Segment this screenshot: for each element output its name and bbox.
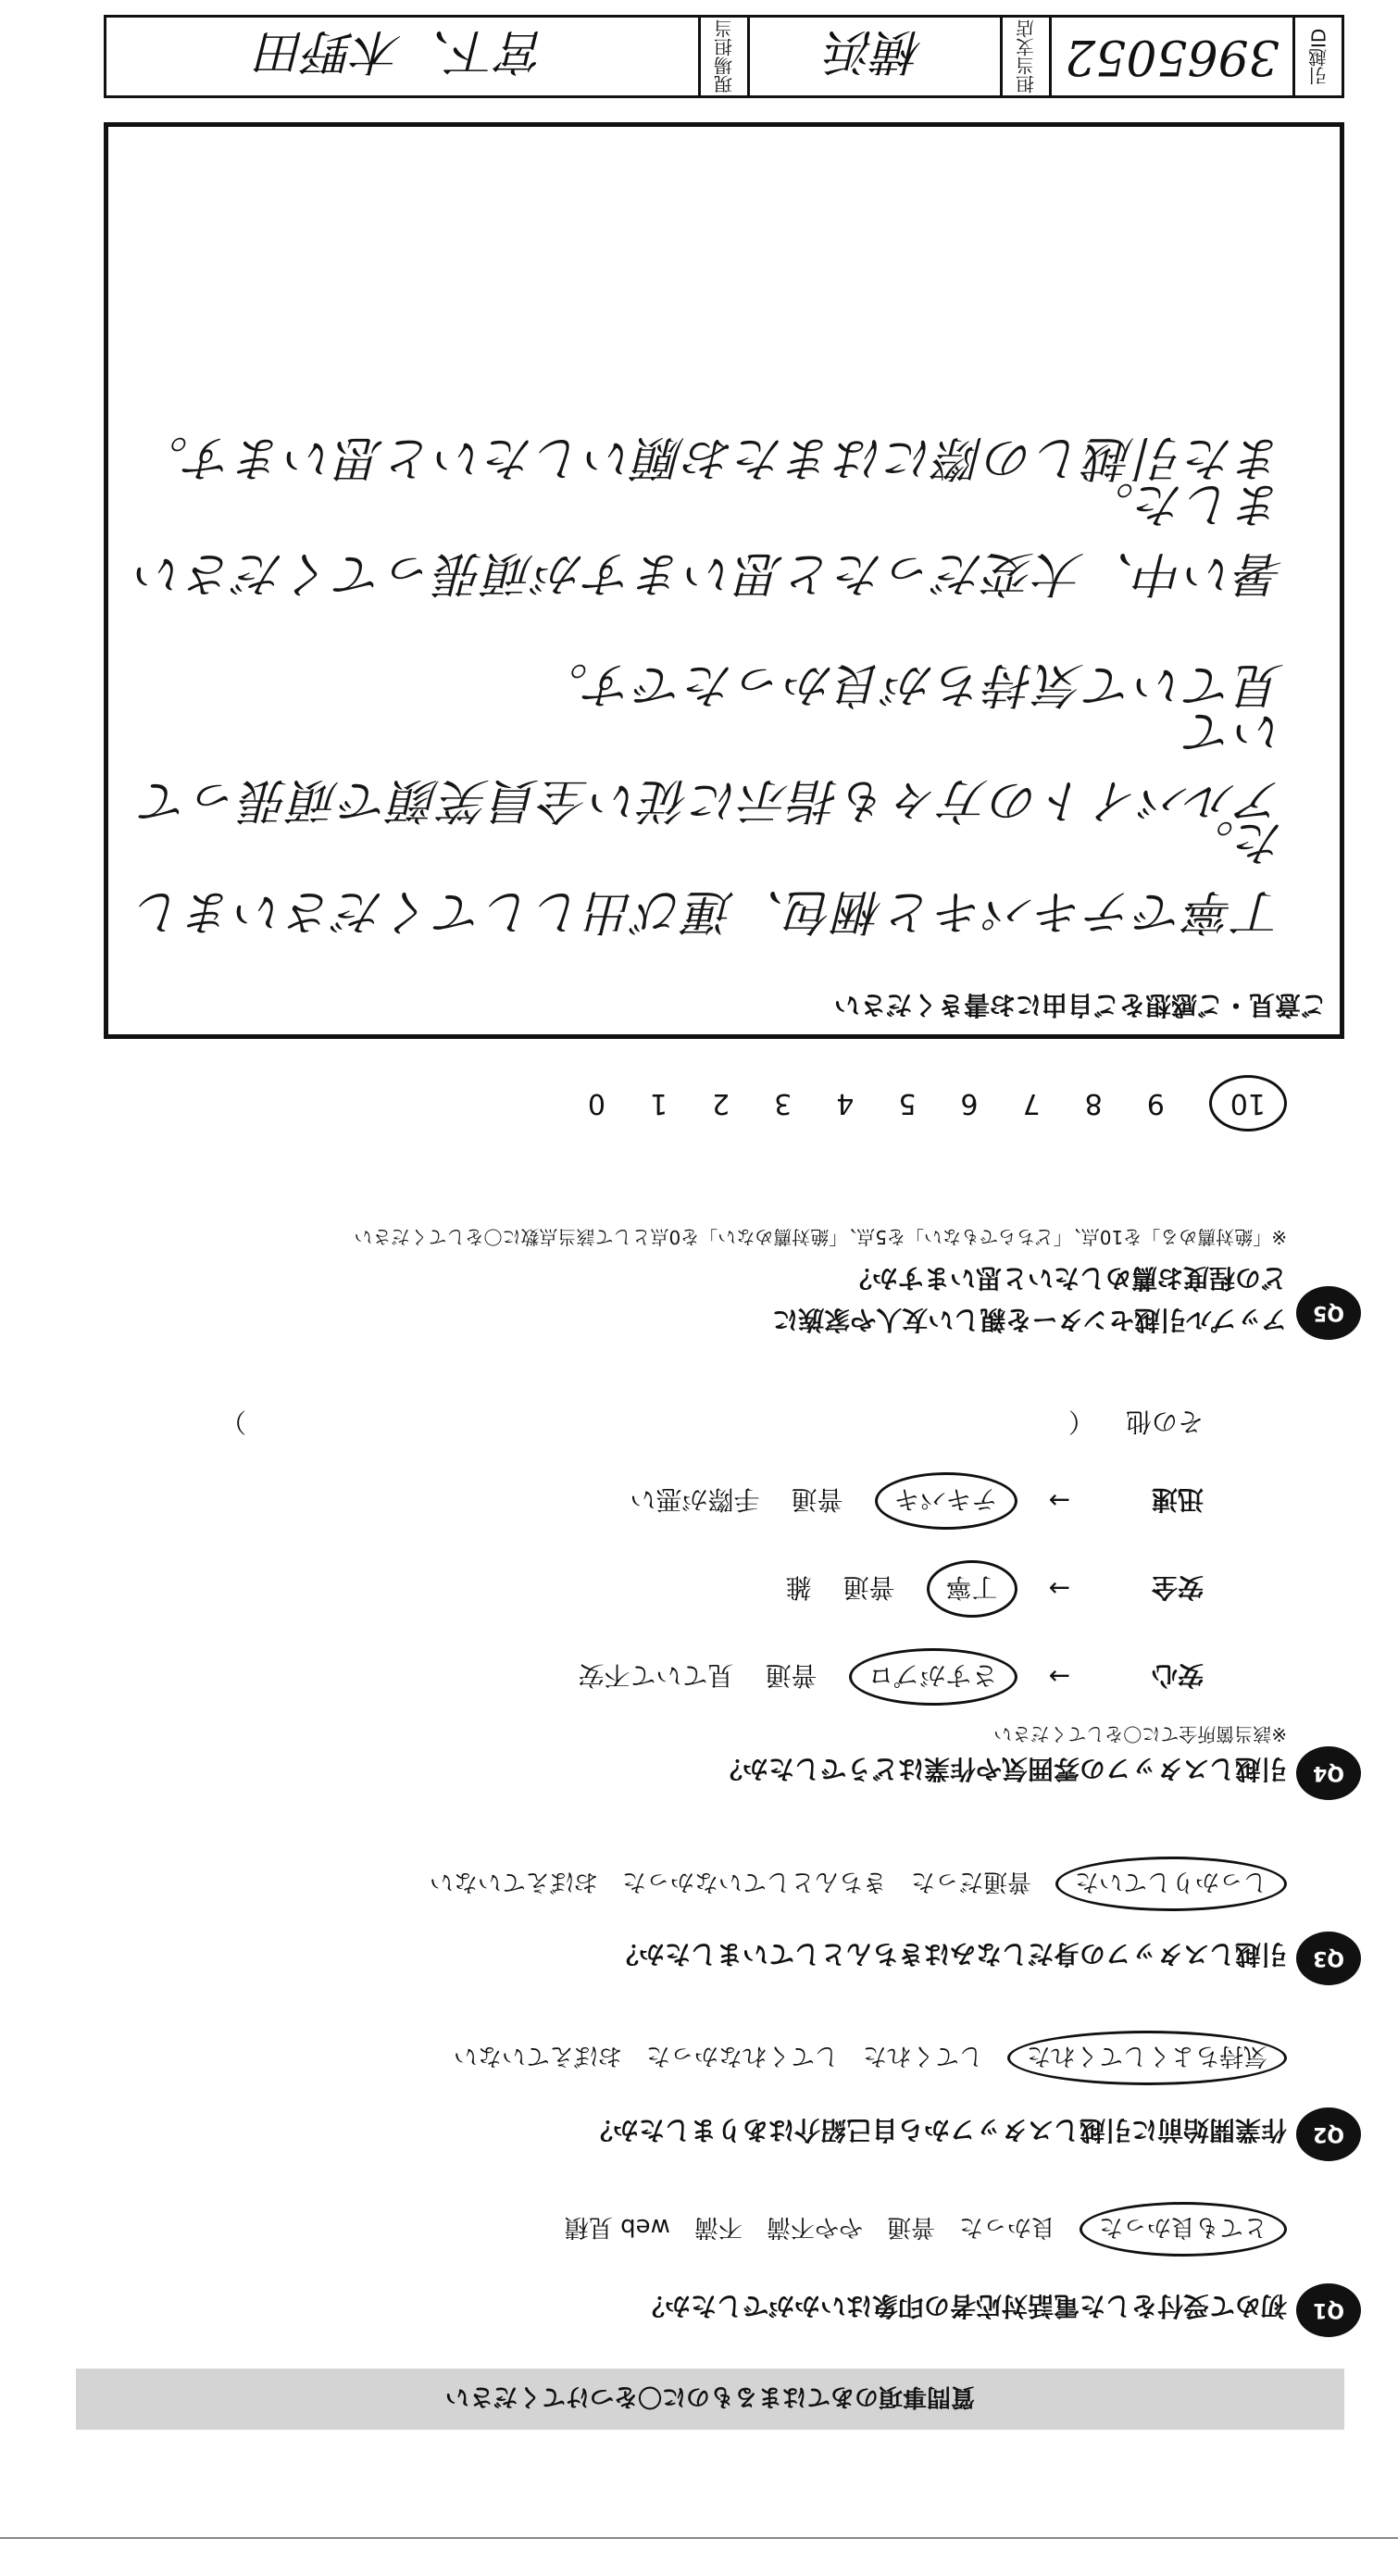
q4-option-selected[interactable]: 丁寧	[927, 1560, 1017, 1618]
q3-option[interactable]: きちんとしていなかった	[621, 1868, 887, 1895]
q5-score[interactable]: 8	[1084, 1087, 1103, 1119]
comments-box	[104, 122, 1344, 1039]
q4-row-jinsoku	[630, 1472, 1204, 1530]
q4-row-label: 安心	[1151, 1660, 1204, 1691]
q4-option[interactable]: 雑	[785, 1572, 812, 1603]
instruction-banner: 質問事項のあてはまるものに〇をつけてください	[76, 2369, 1344, 2430]
q1-option[interactable]: やや不満	[766, 2213, 863, 2241]
leader-value: 宮下、木野田	[257, 23, 547, 80]
q2-text: 作業開始前に引越しスタッフから自己紹介はありましたか？	[586, 2115, 1287, 2145]
branch-value: 横浜	[827, 23, 924, 80]
comments-title: ご意見・ご感想をご自由にお書きください	[833, 990, 1327, 1020]
q4-row-anzen	[785, 1560, 1204, 1618]
q5-score[interactable]: 0	[587, 1087, 605, 1119]
q2-option[interactable]: おぼえていない	[453, 2042, 622, 2070]
handwritten-line: 暑い中、大変だったと思いますが頑張ってくださいました。	[133, 476, 1284, 601]
q4-badge: Q4	[1296, 1746, 1361, 1800]
q2-option[interactable]: してくれた	[862, 2042, 983, 2070]
handwritten-line: 丁寧でテキパキと梱包、運び出ししてくださいました。	[133, 814, 1284, 939]
q5-note: ※「絶対薦める」を10点、「どちらでもない」を5点、「絶対薦めない」を0点として該当点数に〇をしてください	[354, 1226, 1287, 1248]
q3-option[interactable]: おぼえていない	[429, 1868, 598, 1895]
q5-score[interactable]: 1	[649, 1087, 668, 1119]
q4-option[interactable]: 普通	[843, 1572, 895, 1603]
q4-text: 引越しスタッフの雰囲気や作業はどうでしたか？	[716, 1754, 1287, 1784]
q2-options	[454, 2031, 1287, 2085]
q4-option-selected[interactable]: さすがプロ	[849, 1648, 1017, 1706]
q5-text-line2: どの程度お薦めしたいと思いますか？	[845, 1263, 1287, 1294]
q4-other-open: （	[1067, 1407, 1094, 1437]
id-table	[104, 15, 1344, 98]
arrow-icon: →	[1048, 1485, 1070, 1517]
q4-note: ※該当箇所全てに〇をしてください	[993, 1723, 1287, 1745]
q1-option[interactable]: 不満	[693, 2213, 743, 2241]
scan-edge-line	[0, 2537, 1398, 2539]
q3-option-selected[interactable]: しっかりしていた	[1055, 1857, 1287, 1911]
q4-row-label: 迅速	[1151, 1484, 1204, 1515]
q5-score[interactable]: 3	[774, 1087, 793, 1119]
q3-text: 引越しスタッフの身だしなみはきちんとしていましたか？	[612, 1939, 1287, 1970]
arrow-icon: →	[1048, 1573, 1070, 1605]
arrow-icon: →	[1048, 1661, 1070, 1693]
q5-score-selected[interactable]: 10	[1209, 1075, 1287, 1132]
q5-badge: Q5	[1296, 1286, 1361, 1340]
q1-badge: Q1	[1296, 2283, 1361, 2337]
q4-option-selected[interactable]: テキパキ	[875, 1472, 1017, 1530]
q4-row-anshin	[578, 1648, 1204, 1706]
q5-score[interactable]: 2	[712, 1087, 730, 1119]
q4-option[interactable]: 普通	[765, 1660, 818, 1691]
q4-option[interactable]: 手際が悪い	[630, 1484, 760, 1515]
q5-score[interactable]: 9	[1146, 1087, 1165, 1119]
q5-score[interactable]: 6	[960, 1087, 979, 1119]
handwritten-line: また引越しの際にはまたお願いしたいと思います。	[138, 430, 1284, 485]
q2-badge: Q2	[1296, 2107, 1361, 2161]
q1-text: 初めて受付をした電話対応者の印象はいかがでしたか？	[638, 2291, 1287, 2321]
q4-other	[220, 1405, 1204, 1442]
q1-option-selected[interactable]: とても良かった	[1080, 2202, 1287, 2257]
q2-option-selected[interactable]: 気持ちよくしてくれた	[1007, 2031, 1287, 2085]
q3-option[interactable]: 普通だった	[910, 1868, 1031, 1895]
id-value: 3965052	[1065, 29, 1279, 84]
q5-score[interactable]: 5	[898, 1087, 917, 1119]
q4-other-close: ）	[219, 1407, 246, 1437]
leader-label: 現場担当	[713, 19, 736, 94]
q1-option[interactable]: 良かった	[958, 2213, 1055, 2241]
q4-option[interactable]: 見ていて不安	[578, 1660, 734, 1691]
handwritten-line: 見ていて気持ちが良かったです。	[538, 657, 1284, 712]
q3-badge: Q3	[1296, 1932, 1361, 1985]
q1-option[interactable]: web 見積	[564, 2213, 670, 2241]
q5-text-line1: アップル引越センターを親しい友人や家族に	[772, 1305, 1287, 1335]
q4-row-label: 安全	[1151, 1572, 1204, 1603]
q3-options	[430, 1857, 1287, 1911]
q4-option[interactable]: 普通	[791, 1484, 843, 1515]
id-label: 引越ID	[1307, 28, 1330, 85]
branch-label: 担当支店	[1015, 19, 1038, 94]
q5-score[interactable]: 7	[1022, 1087, 1041, 1119]
q1-option[interactable]: 普通	[886, 2213, 935, 2241]
q2-option[interactable]: してくれなかった	[645, 2042, 839, 2070]
handwritten-line: アルバイトの方々も指示に従い全員笑顔で頑張っていて	[139, 703, 1284, 828]
q5-score[interactable]: 4	[836, 1087, 855, 1119]
q5-scale	[588, 1075, 1287, 1132]
q4-other-label: その他	[1125, 1407, 1204, 1437]
q1-options	[565, 2202, 1287, 2257]
